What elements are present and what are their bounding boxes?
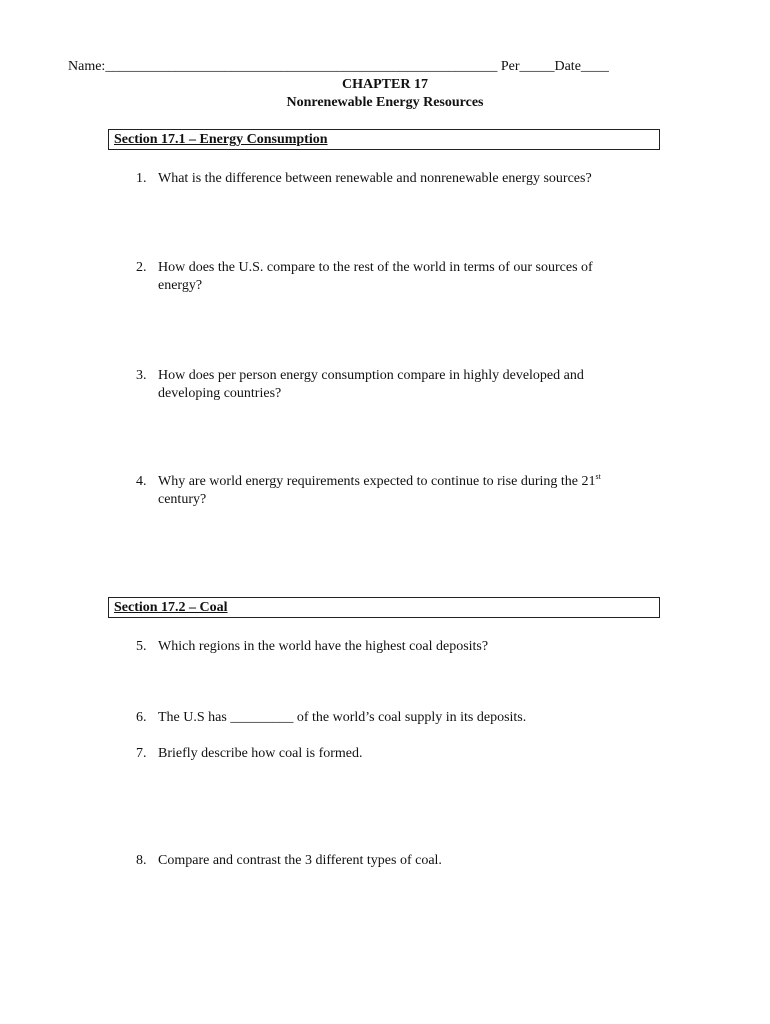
question-text: How does per person energy consumption compare in highly developed and developing countries? — [158, 368, 584, 401]
question-number: 7. — [136, 746, 147, 761]
name-per-date-line: Name:________________________________________________________ Per_____Date____ — [68, 59, 609, 74]
section-label: Section 17.2 – Coal — [114, 600, 228, 615]
question-6 — [136, 709, 636, 727]
chapter-title: CHAPTER 17 — [342, 77, 428, 92]
section-header-17-2 — [108, 597, 660, 618]
chapter-subtitle: Nonrenewable Energy Resources — [286, 95, 484, 110]
question-7 — [136, 745, 636, 763]
question-text-main: Why are world energy requirements expected to continue to rise during the 21 — [158, 474, 596, 489]
question-text: How does the U.S. compare to the rest of the world in terms of our sources of energy? — [158, 260, 593, 293]
question-5 — [136, 638, 636, 656]
question-3 — [136, 367, 636, 403]
question-number: 3. — [136, 368, 147, 383]
question-1 — [136, 170, 636, 188]
question-text — [158, 473, 636, 509]
section-header-17-1 — [108, 129, 660, 150]
question-text: Briefly describe how coal is formed. — [158, 746, 363, 761]
question-number: 6. — [136, 710, 147, 725]
question-4 — [136, 473, 636, 509]
question-text-end: century? — [158, 492, 207, 507]
section-label: Section 17.1 – Energy Consumption — [114, 132, 328, 147]
question-text: What is the difference between renewable and nonrenewable energy sources? — [158, 171, 592, 186]
question-number: 4. — [136, 474, 147, 489]
question-number: 8. — [136, 853, 147, 868]
question-text: Compare and contrast the 3 different types of coal. — [158, 853, 442, 868]
question-text: The U.S has _________ of the world’s coal supply in its deposits. — [158, 710, 527, 725]
question-number: 2. — [136, 260, 147, 275]
question-8 — [136, 852, 636, 870]
ordinal-suffix: st — [595, 472, 601, 481]
question-text: Which regions in the world have the highest coal deposits? — [158, 639, 489, 654]
question-number: 1. — [136, 171, 147, 186]
question-number: 5. — [136, 639, 147, 654]
question-2 — [136, 259, 636, 295]
